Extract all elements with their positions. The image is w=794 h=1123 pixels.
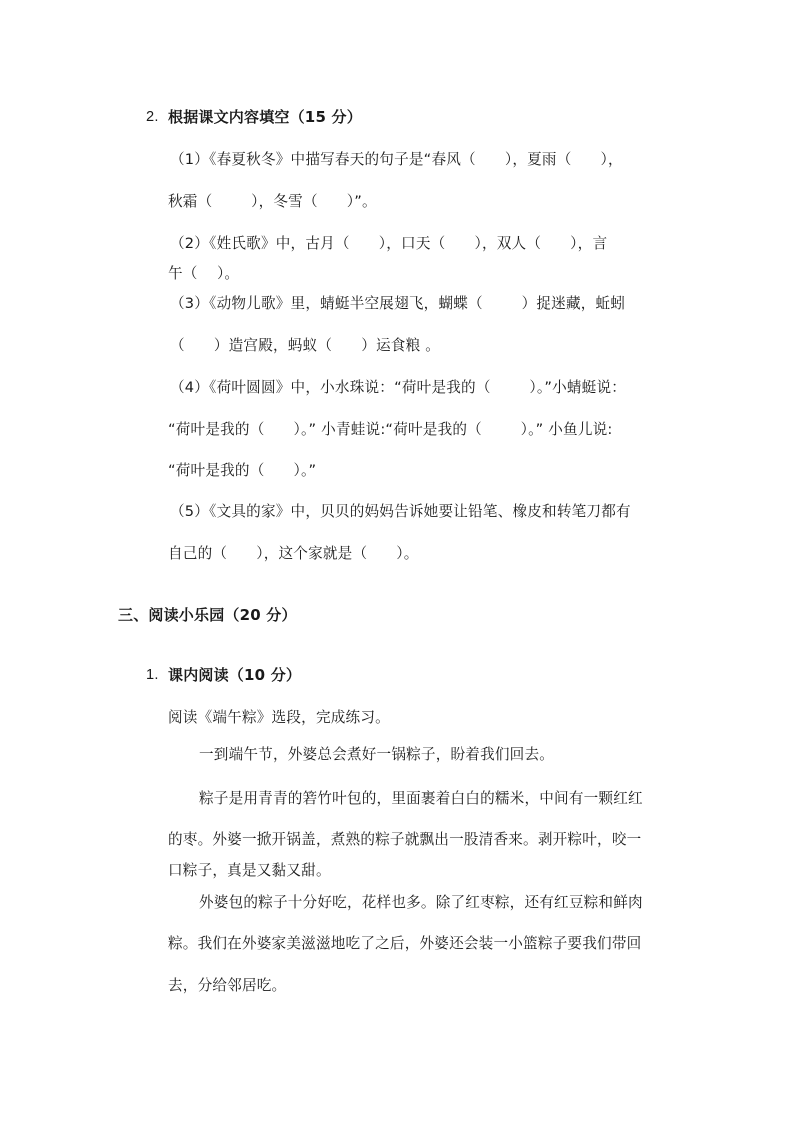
passage-line-1: 一到端午节，外婆总会煮好一锅粽子，盼着我们回去。 bbox=[199, 746, 555, 763]
fill-item-4-line-3: “荷叶是我的（ ）。” bbox=[168, 462, 317, 479]
fill-item-2-line-1: （2）《姓氏歌》中，古月（ ），口天（ ），双人（ ），言 bbox=[170, 235, 608, 252]
passage-line-3: 的枣。外婆一掀开锅盖，煮熟的粽子就飘出一股清香来。剥开粽叶，咬一 bbox=[168, 831, 642, 848]
passage-line-6: 粽。我们在外婆家美滋滋地吃了之后，外婆还会装一小篮粽子要我们带回 bbox=[168, 935, 642, 952]
passage-line-5: 外婆包的粽子十分好吃，花样也多。除了红枣粽，还有红豆粽和鲜肉 bbox=[199, 894, 643, 911]
fill-item-5-line-2: 自己的（ ），这个家就是（ ）。 bbox=[168, 545, 419, 562]
passage-line-2: 粽子是用青青的箬竹叶包的，里面裹着白白的糯米，中间有一颗红红 bbox=[199, 790, 643, 807]
fill-item-4-line-1: （4）《荷叶圆圆》中，小水珠说：“荷叶是我的（ ）。”小蜻蜓说： bbox=[170, 379, 627, 396]
section2-number: 2. bbox=[146, 109, 159, 125]
passage-line-7: 去，分给邻居吃。 bbox=[168, 977, 287, 994]
reading1-title: 课内阅读（10 分） bbox=[168, 666, 302, 684]
section2-title: 根据课文内容填空（15 分） bbox=[168, 108, 362, 126]
passage-line-4: 口粽子，真是又黏又甜。 bbox=[168, 862, 331, 879]
section3-title: 三、阅读小乐园（20 分） bbox=[118, 606, 297, 624]
fill-item-2-line-2: 午（ ）。 bbox=[168, 265, 240, 282]
reading1-number: 1. bbox=[146, 667, 159, 683]
fill-item-4-line-2: “荷叶是我的（ ）。” 小青蛙说:“荷叶是我的（ ）。” 小鱼儿说: bbox=[168, 421, 613, 438]
fill-item-5-line-1: （5）《文具的家》中，贝贝的妈妈告诉她要让铅笔、橡皮和转笔刀都有 bbox=[170, 503, 631, 520]
fill-item-1-line-2: 秋霜（ ），冬雪（ ）”。 bbox=[168, 193, 377, 210]
reading-instruction: 阅读《端午粽》选段，完成练习。 bbox=[168, 709, 390, 726]
fill-item-1-line-1: （1）《春夏秋冬》中描写春天的句子是“春风（ ），夏雨（ ）， bbox=[170, 151, 623, 168]
fill-item-3-line-2: （ ）造宫殿，蚂蚁（ ）运食粮 。 bbox=[170, 337, 441, 354]
fill-item-3-line-1: （3）《动物儿歌》里，蜻蜓半空展翅飞，蝴蝶（ ）捉迷藏，蚯蚓 bbox=[170, 295, 626, 312]
